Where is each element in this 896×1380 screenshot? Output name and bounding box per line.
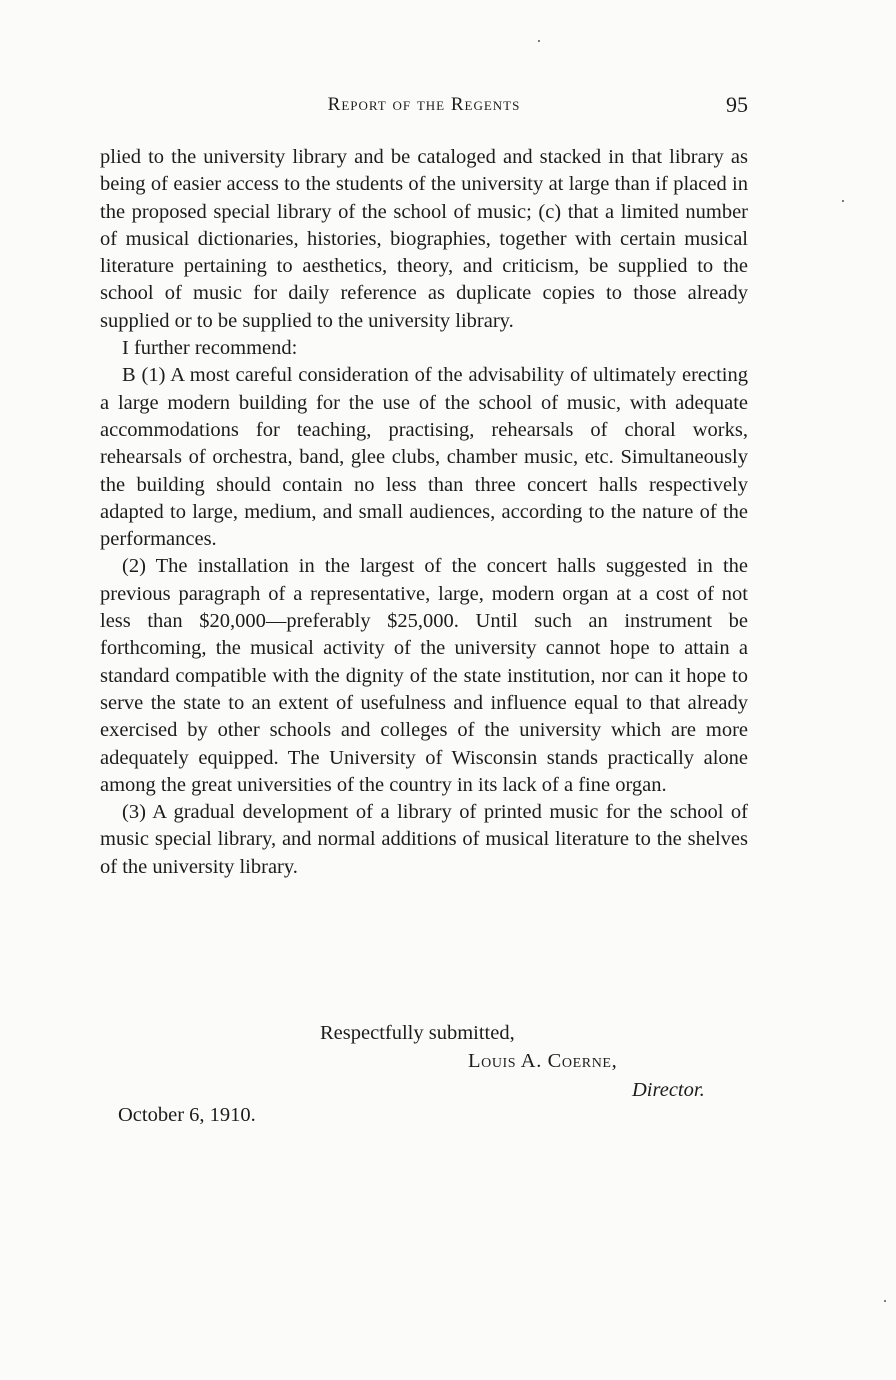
running-head: Report of the Regents <box>327 94 521 115</box>
paper-speck <box>842 200 844 202</box>
paragraph-recommendation-3: (3) A gradual development of a library of printed music for the school of music special library, and normal additions of musical literature to the shelves of the university library. <box>100 801 748 878</box>
paper-speck <box>884 1300 886 1302</box>
paragraph-further-recommend: I further recommend: <box>122 337 298 360</box>
paper-speck <box>538 40 540 42</box>
closing-salutation: Respectfully submitted, <box>320 1022 515 1044</box>
page-header <box>100 94 748 124</box>
body-text <box>100 144 748 881</box>
paragraph-continuation: plied to the university library and be cataloged and stacked in that library as being of easier access to the students of the university at large than if placed in the proposed special library of the school of music; (c) that a limited number of musical dictionaries, histories, biographies, together with certain musical literature pertaining to aesthetics, theory, and criticism, be supplied to the school of music for daily reference as duplicate copies to those already supplied or to be supplied to the university library. <box>100 146 748 332</box>
page-number: 95 <box>726 92 748 117</box>
paragraph-recommendation-1: B (1) A most careful consideration of the advisability of ultimately erecting a large modern building for the use of the school of music, with adequate accommodations for teaching, practising, rehearsals of choral works, rehearsals of orchestra, band, glee clubs, chamber music, etc. Simultaneously the building should contain no less than three concert halls respectively adapted to large, medium, and small audiences, according to the nature of the performances. <box>100 364 748 551</box>
signer-name: Louis A. Coerne, <box>468 1050 618 1072</box>
signer-title: Director. <box>632 1079 705 1101</box>
date-line: October 6, 1910. <box>118 1104 256 1126</box>
paragraph-recommendation-2: (2) The installation in the largest of the concert halls suggested in the previous paragraph of a representative, large, modern organ at a cost of not less than $20,000—preferably $25,000. Until such an instrument be forthcoming, the musical activity of the university cannot hope to attain a standard compatible with the dignity of the state institution, nor can it hope to serve the state to an extent of usefulness and influence equal to that already exercised by other schools and colleges of the university which are more adequately equipped. The University of Wisconsin stands practically alone among the great universities of the country in its lack of a fine organ. <box>100 555 748 796</box>
